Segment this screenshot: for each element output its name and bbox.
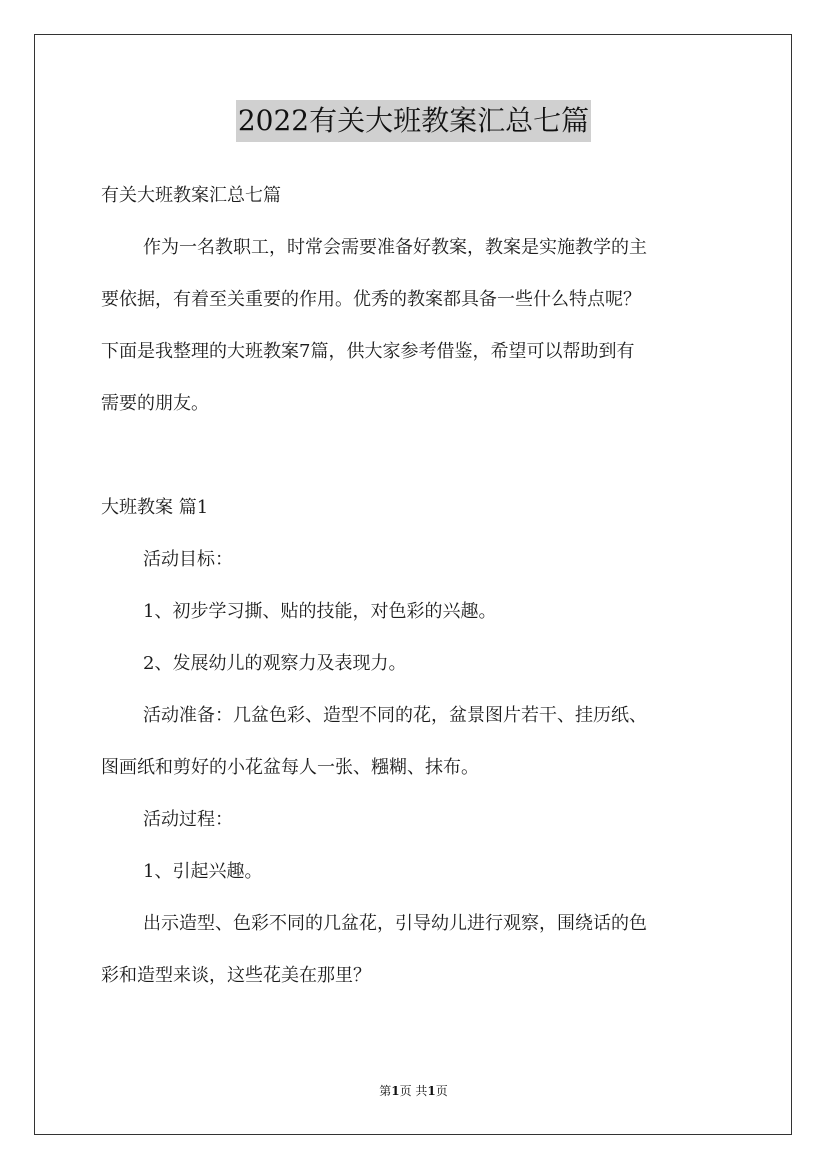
footer-page-total: 1 — [427, 1084, 436, 1098]
intro-line: 下面是我整理的大班教案7篇，供大家参考借鉴，希望可以帮助到有 — [101, 341, 635, 362]
intro-line: 需要的朋友。 — [101, 393, 209, 414]
footer-page-number: 1 — [391, 1084, 400, 1098]
goal-item: 2、发展幼儿的观察力及表现力。 — [143, 653, 407, 674]
goal-item: 1、初步学习撕、贴的技能，对色彩的兴趣。 — [143, 601, 497, 622]
page-footer — [0, 1082, 827, 1099]
step-line: 出示造型、色彩不同的几盆花，引导幼儿进行观察，围绕话的色 — [143, 913, 647, 934]
process-label: 活动过程： — [143, 809, 233, 830]
intro-line: 作为一名教职工，时常会需要准备好教案，教案是实施教学的主 — [143, 237, 647, 258]
footer-prefix: 第 — [379, 1084, 392, 1098]
intro-line: 要依据，有着至关重要的作用。优秀的教案都具备一些什么特点呢？ — [101, 289, 641, 310]
step-heading: 1、引起兴趣。 — [143, 861, 263, 882]
prep-line: 图画纸和剪好的小花盆每人一张、糨糊、抹布。 — [101, 757, 479, 778]
document-body — [101, 170, 731, 1002]
activity-goal-label: 活动目标： — [143, 549, 233, 570]
footer-suffix: 页 — [435, 1084, 448, 1098]
footer-mid: 页 共 — [399, 1084, 428, 1098]
prep-line: 活动准备：几盆色彩、造型不同的花，盆景图片若干、挂历纸、 — [143, 705, 647, 726]
step-line: 彩和造型来谈，这些花美在那里？ — [101, 965, 371, 986]
section-heading: 大班教案 篇1 — [101, 497, 209, 518]
document-subtitle: 有关大班教案汇总七篇 — [101, 185, 281, 206]
blank-line — [101, 430, 731, 482]
document-title: 2022有关大班教案汇总七篇 — [236, 100, 591, 142]
title-wrap — [0, 100, 827, 142]
